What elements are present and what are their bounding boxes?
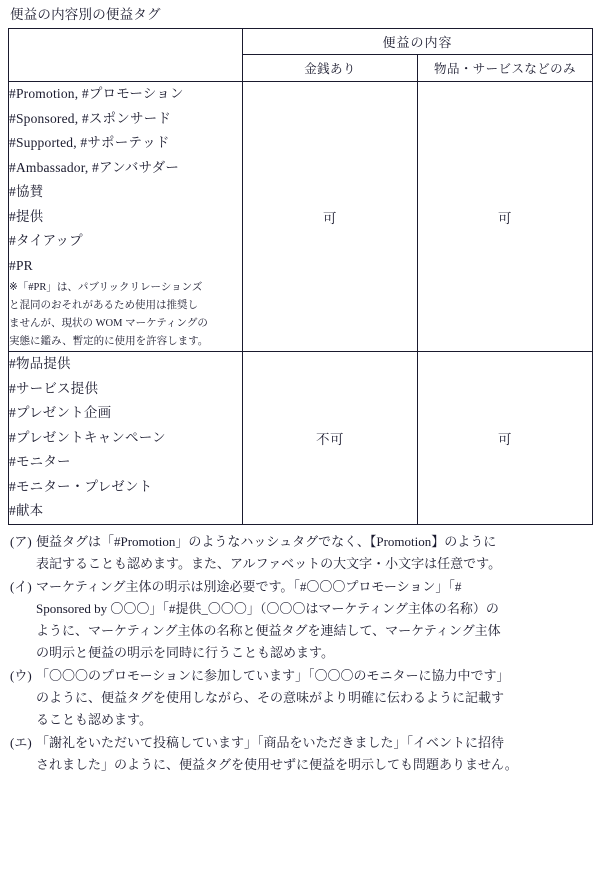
tag-item: #モニター — [9, 454, 71, 469]
header-col-goods: 物品・サービスなどのみ — [418, 55, 593, 82]
footnote-line: の明示と便益の明示を同時に行うことも認めます。 — [36, 644, 334, 660]
tag-item: #PR — [9, 257, 33, 273]
footnote-list — [8, 531, 592, 776]
tag-item: #タイアップ — [9, 233, 83, 248]
footnote-item — [10, 665, 592, 731]
tag-item: #協賛 — [9, 184, 44, 199]
tag-item: #サービス提供 — [9, 380, 99, 396]
footnote-marker: (ア) — [10, 533, 32, 549]
note-line: ませんが、現状の WOM マーケティングの — [9, 318, 208, 329]
page-title: 便益の内容別の便益タグ — [10, 7, 161, 22]
verdict-goods-1: 可 — [418, 82, 593, 352]
tag-item: #献本 — [9, 503, 44, 518]
footnote-line: のように、便益タグを使用しながら、その意味がより明確に伝わるように記載す — [36, 689, 505, 705]
footnote-item — [10, 576, 592, 664]
header-group-benefit-content: 便益の内容 — [243, 29, 593, 55]
tag-item: #プレゼント企画 — [9, 405, 112, 420]
tag-list-cell-1 — [9, 82, 243, 352]
table-header-row-top — [9, 29, 593, 55]
note-line: ※「#PR」は、パブリックリレーションズ — [9, 282, 203, 293]
footnote-line: ることも認めます。 — [36, 711, 152, 727]
tag-note — [9, 279, 242, 351]
tag-item: #Sponsored, #スポンサード — [9, 110, 172, 126]
footnote-line: 便益タグは「#Promotion」のようなハッシュタグでなく、【Promotion】のように — [36, 533, 497, 549]
verdict-money-2: 不可 — [243, 352, 418, 525]
table-row — [9, 352, 593, 525]
note-line: 実態に鑑み、暫定的に使用を許容します。 — [9, 336, 209, 347]
tag-item: #プレゼントキャンペーン — [9, 429, 166, 445]
footnote-line: 「謝礼をいただいて投稿しています」「商品をいただきました」「イベントに招待 — [36, 734, 505, 750]
tag-item: #Supported, #サポーテッド — [9, 135, 170, 150]
footnote-line: ように、マーケティング主体の名称と便益タグを連結して、マーケティング主体 — [36, 622, 501, 638]
footnote-line: されました」のように、便益タグを使用せずに便益を明示しても問題ありません。 — [36, 756, 518, 772]
footnote-text — [36, 576, 592, 664]
footnote-line: Sponsored by 〇〇〇」「#提供_〇〇〇」（〇〇〇はマーケティング主体の名称）の — [36, 600, 499, 616]
footnote-text — [36, 531, 592, 575]
footnote-line: 表記することも認めます。また、アルファベットの大文字・小文字は任意です。 — [36, 555, 502, 571]
tag-item: #モニター・プレゼント — [9, 478, 153, 494]
tag-item: #物品提供 — [9, 356, 71, 371]
header-corner-cell — [9, 29, 243, 82]
note-line: と混同のおそれがあるため使用は推奨し — [9, 300, 198, 311]
footnote-marker: (イ) — [10, 578, 32, 594]
table-row — [9, 82, 593, 352]
footnote-line: マーケティング主体の明示は別途必要です。「#〇〇〇プロモーション」「# — [36, 578, 462, 594]
footnote-marker: (エ) — [10, 734, 32, 750]
footnote-line: 「〇〇〇のプロモーションに参加しています」「〇〇〇のモニターに協力中です」 — [36, 667, 510, 683]
header-col-money: 金銭あり — [243, 55, 418, 82]
verdict-money-1: 可 — [243, 82, 418, 352]
footnote-text — [36, 732, 592, 776]
verdict-goods-2: 可 — [418, 352, 593, 525]
footnote-text — [36, 665, 592, 731]
tag-list-cell-2 — [9, 352, 243, 525]
tag-item: #Ambassador, #アンバサダー — [9, 159, 180, 175]
tag-item: #提供 — [9, 208, 44, 224]
footnote-marker: (ウ) — [10, 667, 32, 683]
footnote-item — [10, 732, 592, 776]
tag-item: #Promotion, #プロモーション — [9, 86, 184, 101]
benefit-tag-table — [8, 28, 593, 525]
footnote-item — [10, 531, 592, 575]
